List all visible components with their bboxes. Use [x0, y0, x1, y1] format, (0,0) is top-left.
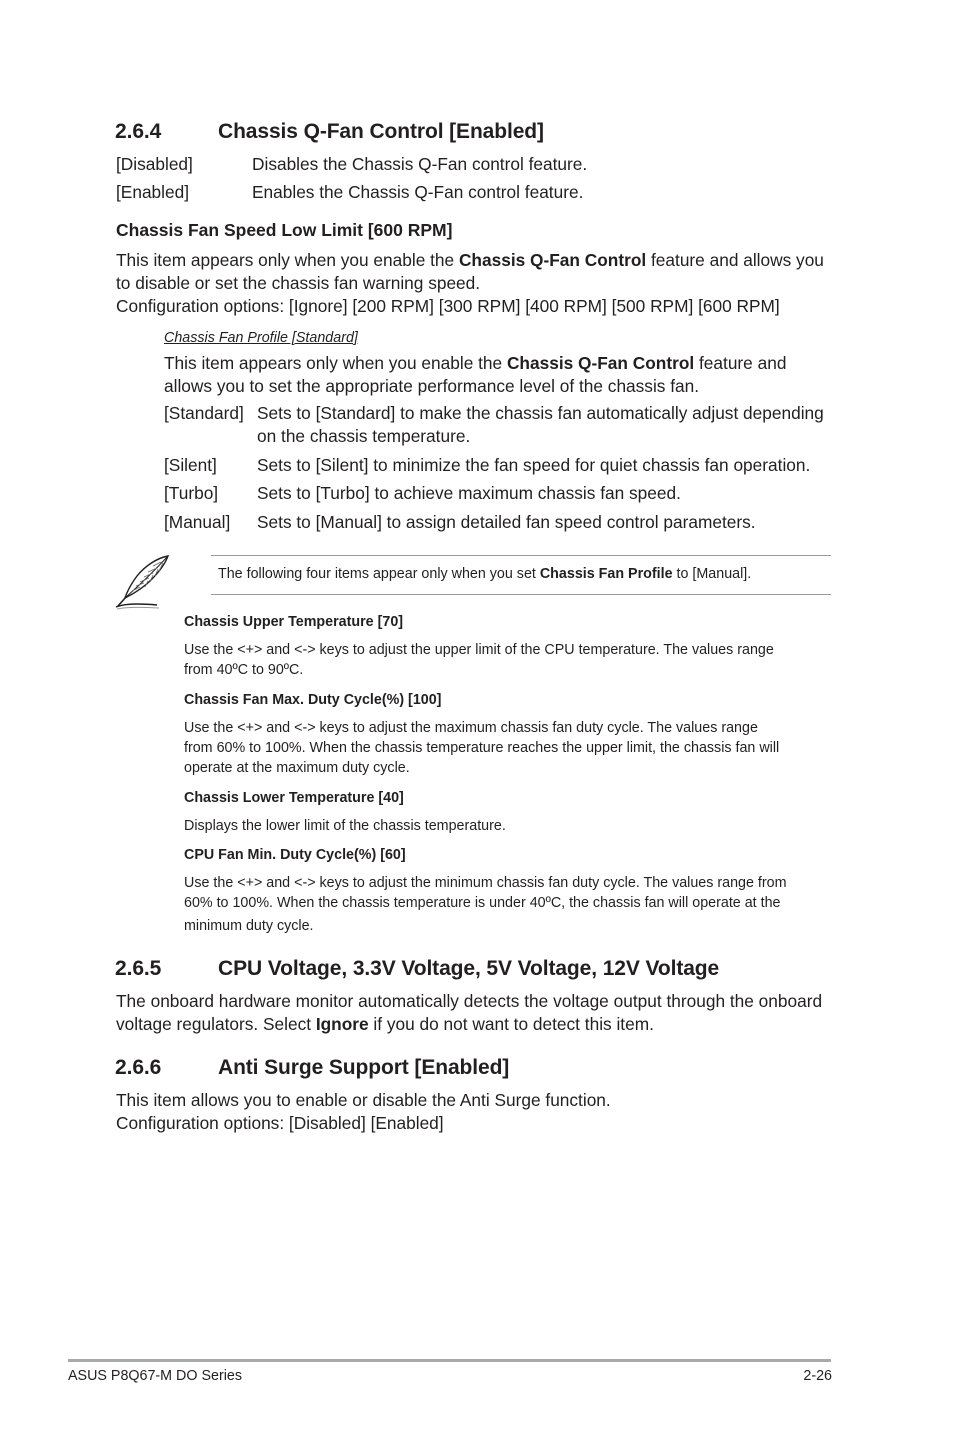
- section-number: 2.6.4: [115, 120, 162, 143]
- section-heading-2-6-6: [115, 1056, 509, 1080]
- config-options: Configuration options: [Disabled] [Enabled]: [116, 1113, 444, 1133]
- emphasis-text: Ignore: [315, 1014, 369, 1034]
- note-text: [218, 566, 751, 582]
- text-run: The following four items appear only when you set: [218, 566, 540, 582]
- section-heading-2-6-5: [115, 957, 719, 981]
- option-key: [Silent]: [164, 455, 217, 475]
- profile-description: [164, 352, 844, 398]
- section-number: 2.6.6: [115, 1056, 162, 1079]
- text-line: from 60% to 100%. When the chassis temperature reaches the upper limit, the chassis fan will: [184, 740, 780, 756]
- voltage-description: [116, 990, 822, 1036]
- emphasis-text: Chassis Fan Profile: [539, 566, 673, 582]
- text-run: This item appears only when you enable the: [116, 250, 459, 270]
- section-heading-2-6-4: [115, 120, 544, 144]
- text-line: Use the <+> and <-> keys to adjust the maximum chassis fan duty cycle. The values range: [184, 720, 758, 736]
- subsection-heading-speed-limit: Chassis Fan Speed Low Limit [600 RPM]: [116, 220, 453, 240]
- speed-limit-description: [116, 249, 836, 318]
- footer-page-number: 2-26: [803, 1368, 832, 1384]
- feather-pen-icon: [113, 554, 173, 610]
- item-desc-upper-temp: [184, 640, 774, 680]
- section-title: Chassis Q-Fan Control [Enabled]: [218, 120, 544, 143]
- item-desc-lower-temp: [184, 816, 506, 836]
- item-heading-min-duty: CPU Fan Min. Duty Cycle(%) [60]: [184, 847, 406, 863]
- option-row-silent: [164, 454, 810, 477]
- text-line: allows you to set the appropriate performance level of the chassis fan.: [164, 376, 700, 396]
- item-desc-max-duty: [184, 718, 779, 778]
- option-key: [Disabled]: [116, 154, 193, 174]
- anti-surge-description: [116, 1089, 611, 1135]
- option-key: [Manual]: [164, 512, 231, 532]
- item-heading-max-duty: Chassis Fan Max. Duty Cycle(%) [100]: [184, 692, 442, 708]
- note-top-rule: [211, 555, 831, 556]
- text-line: 60% to 100%. When the chassis temperature is under 40ºC, the chassis fan will operate at the: [184, 895, 781, 911]
- text-line: Use the <+> and <-> keys to adjust the upper limit of the CPU temperature. The values range: [184, 642, 774, 658]
- text-line: Use the <+> and <-> keys to adjust the minimum chassis fan duty cycle. The values range from: [184, 875, 787, 891]
- section-number: 2.6.5: [115, 957, 162, 980]
- option-row-enabled: [116, 181, 583, 204]
- option-row-turbo: [164, 482, 681, 505]
- text-run: if you do not want to detect this item.: [368, 1014, 654, 1034]
- item-heading-lower-temp: Chassis Lower Temperature [40]: [184, 790, 404, 806]
- option-desc: Sets to [Manual] to assign detailed fan speed control parameters.: [257, 512, 756, 532]
- option-row-standard: [164, 402, 824, 448]
- option-key: [Enabled]: [116, 182, 190, 202]
- text-line: from 40ºC to 90ºC.: [184, 662, 304, 678]
- text-line: Displays the lower limit of the chassis temperature.: [184, 818, 506, 834]
- option-key: [Standard]: [164, 403, 244, 423]
- option-desc: [257, 402, 824, 448]
- section-title: Anti Surge Support [Enabled]: [218, 1056, 510, 1079]
- text-line: The onboard hardware monitor automatically detects the voltage output through the onboard: [116, 991, 823, 1011]
- text-line: on the chassis temperature.: [257, 426, 471, 446]
- footer-rule: [68, 1359, 831, 1362]
- option-desc: Enables the Chassis Q-Fan control feature.: [252, 182, 584, 202]
- option-row-disabled: [116, 153, 587, 176]
- note-bottom-rule: [211, 594, 831, 595]
- emphasis-text: Chassis Q-Fan Control: [458, 250, 647, 270]
- emphasis-text: Chassis Q-Fan Control: [506, 353, 695, 373]
- text-line: This item allows you to enable or disable the Anti Surge function.: [116, 1090, 611, 1110]
- option-row-manual: [164, 511, 756, 534]
- option-desc: Disables the Chassis Q-Fan control feature.: [252, 154, 588, 174]
- section-title: CPU Voltage, 3.3V Voltage, 5V Voltage, 12V Voltage: [218, 957, 720, 980]
- option-key: [Turbo]: [164, 483, 219, 503]
- text-run: feature and: [694, 353, 787, 373]
- item-heading-upper-temp: Chassis Upper Temperature [70]: [184, 614, 404, 630]
- option-desc: Sets to [Turbo] to achieve maximum chassis fan speed.: [257, 483, 681, 503]
- text-line: Sets to [Standard] to make the chassis fan automatically adjust depending: [257, 403, 824, 423]
- text-line: minimum duty cycle.: [184, 918, 314, 934]
- subsubsection-heading-profile: Chassis Fan Profile [Standard]: [164, 330, 358, 346]
- footer-product-name: ASUS P8Q67-M DO Series: [68, 1368, 242, 1384]
- text-line: operate at the maximum duty cycle.: [184, 760, 410, 776]
- text-run: to [Manual].: [672, 566, 752, 582]
- text-run: This item appears only when you enable the: [164, 353, 507, 373]
- option-desc: Sets to [Silent] to minimize the fan speed for quiet chassis fan operation.: [257, 455, 811, 475]
- text-line: to disable or set the chassis fan warning speed.: [116, 273, 481, 293]
- text-run: voltage regulators. Select: [116, 1014, 316, 1034]
- config-options: Configuration options: [Ignore] [200 RPM] [300 RPM] [400 RPM] [500 RPM] [600 RPM]: [116, 296, 780, 316]
- item-desc-min-duty: [184, 873, 787, 936]
- text-run: feature and allows you: [646, 250, 824, 270]
